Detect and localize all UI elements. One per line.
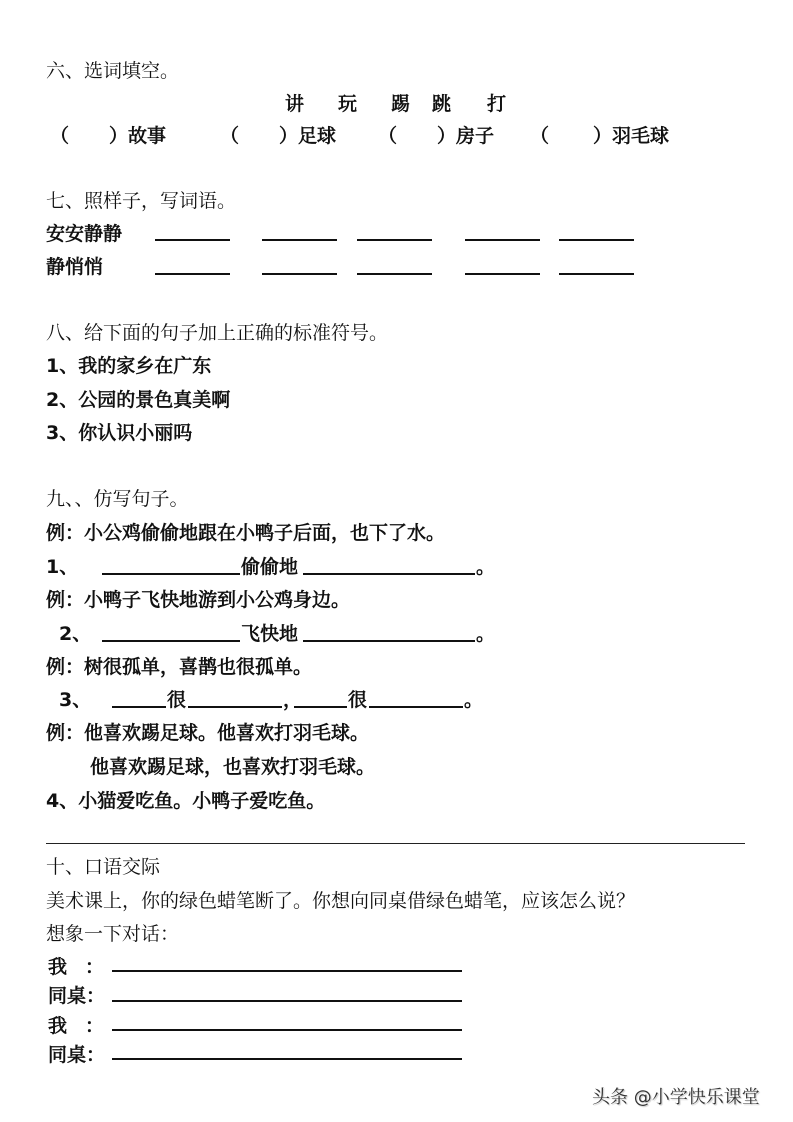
question-1-num: 1、 (46, 556, 79, 578)
example-sentence-1: 例：小公鸡偷偷地跟在小鸭子后面，也下了水。 (46, 522, 446, 544)
word-blank[interactable] (357, 239, 432, 241)
question-2-keyword: 飞快地 (241, 623, 299, 645)
fill-item-4-text: 羽毛球 (612, 125, 670, 147)
fill-paren-3[interactable] (378, 121, 494, 148)
dialog-speaker-2: 同桌： (48, 985, 106, 1007)
section-9-title: 九、、仿写句子。 (46, 488, 189, 510)
period: 。 (476, 623, 496, 645)
comma: ， (283, 689, 303, 711)
question-3-word-2: 很 (348, 689, 368, 711)
word-choice-5: 打 (487, 93, 507, 115)
section-10-subprompt: 想象一下对话： (46, 923, 180, 945)
sentence-blank[interactable] (188, 706, 282, 708)
fill-item-1-text: 故事 (128, 125, 167, 147)
sentence-blank[interactable] (369, 706, 463, 708)
word-blank[interactable] (262, 239, 337, 241)
fill-paren-2[interactable] (220, 121, 336, 148)
word-choice-1: 讲 (285, 93, 305, 115)
word-blank[interactable] (155, 273, 230, 275)
close-paren: ） (437, 125, 457, 147)
sentence-blank[interactable] (294, 706, 347, 708)
fill-item-2-text: 足球 (298, 125, 337, 147)
open-paren: （ (378, 125, 398, 147)
punctuation-item-3: 3、你认识小丽吗 (46, 422, 193, 444)
word-choice-2: 玩 (338, 93, 358, 115)
dialog-speaker-4: 同桌： (48, 1044, 106, 1066)
question-2-num: 2、 (59, 623, 92, 645)
example-sentence-4b: 他喜欢踢足球，也喜欢打羽毛球。 (90, 756, 376, 778)
open-paren: （ (220, 125, 240, 147)
word-blank[interactable] (357, 273, 432, 275)
dialog-answer-line[interactable] (112, 1029, 462, 1031)
word-choice-3: 踢 (391, 93, 411, 115)
dialog-answer-line[interactable] (112, 970, 462, 972)
sentence-blank[interactable] (303, 640, 475, 642)
dialog-answer-line[interactable] (112, 1000, 462, 1002)
period: 。 (464, 689, 484, 711)
question-4: 4、小猫爱吃鱼。小鸭子爱吃鱼。 (46, 790, 326, 812)
question-3-num: 3、 (59, 689, 92, 711)
close-paren: ） (279, 125, 299, 147)
fill-paren-1[interactable] (50, 121, 166, 148)
dialog-speaker-1: 我 ： (48, 956, 105, 978)
watermark: 头条 @小学快乐课堂 (592, 1087, 760, 1108)
open-paren: （ (530, 125, 550, 147)
word-blank[interactable] (262, 273, 337, 275)
example-sentence-4a: 例：他喜欢踢足球。他喜欢打羽毛球。 (46, 722, 370, 744)
section-7-title: 七、照样子，写词语。 (46, 190, 237, 212)
word-blank[interactable] (465, 239, 540, 241)
section-6-title: 六、选词填空。 (46, 60, 180, 82)
sentence-blank[interactable] (112, 706, 166, 708)
example-word-2: 静悄悄 (46, 256, 104, 278)
sentence-blank[interactable] (102, 573, 240, 575)
open-paren: （ (50, 125, 70, 147)
close-paren: ） (593, 125, 613, 147)
example-sentence-3: 例：树很孤单，喜鹊也很孤单。 (46, 656, 313, 678)
word-blank[interactable] (155, 239, 230, 241)
sentence-blank[interactable] (303, 573, 475, 575)
section-10-title: 十、口语交际 (46, 856, 161, 878)
sentence-blank[interactable] (102, 640, 240, 642)
punctuation-item-2: 2、公园的景色真美啊 (46, 389, 231, 411)
example-sentence-2: 例：小鸭子飞快地游到小公鸡身边。 (46, 589, 351, 611)
fill-paren-4[interactable] (530, 121, 669, 148)
dialog-speaker-3: 我 ： (48, 1015, 105, 1037)
divider (46, 843, 745, 844)
question-1-keyword: 偷偷地 (241, 556, 299, 578)
word-blank[interactable] (559, 273, 634, 275)
word-blank[interactable] (559, 239, 634, 241)
word-choice-4: 跳 (432, 93, 452, 115)
punctuation-item-1: 1、我的家乡在广东 (46, 355, 212, 377)
dialog-answer-line[interactable] (112, 1058, 462, 1060)
fill-item-3-text: 房子 (456, 125, 495, 147)
period: 。 (476, 556, 496, 578)
section-10-prompt: 美术课上，你的绿色蜡笔断了。你想向同桌借绿色蜡笔，应该怎么说？ (46, 890, 636, 912)
word-blank[interactable] (465, 273, 540, 275)
section-8-title: 八、给下面的句子加上正确的标准符号。 (46, 322, 389, 344)
question-3-word-1: 很 (167, 689, 187, 711)
example-word-1: 安安静静 (46, 223, 123, 245)
close-paren: ） (109, 125, 129, 147)
